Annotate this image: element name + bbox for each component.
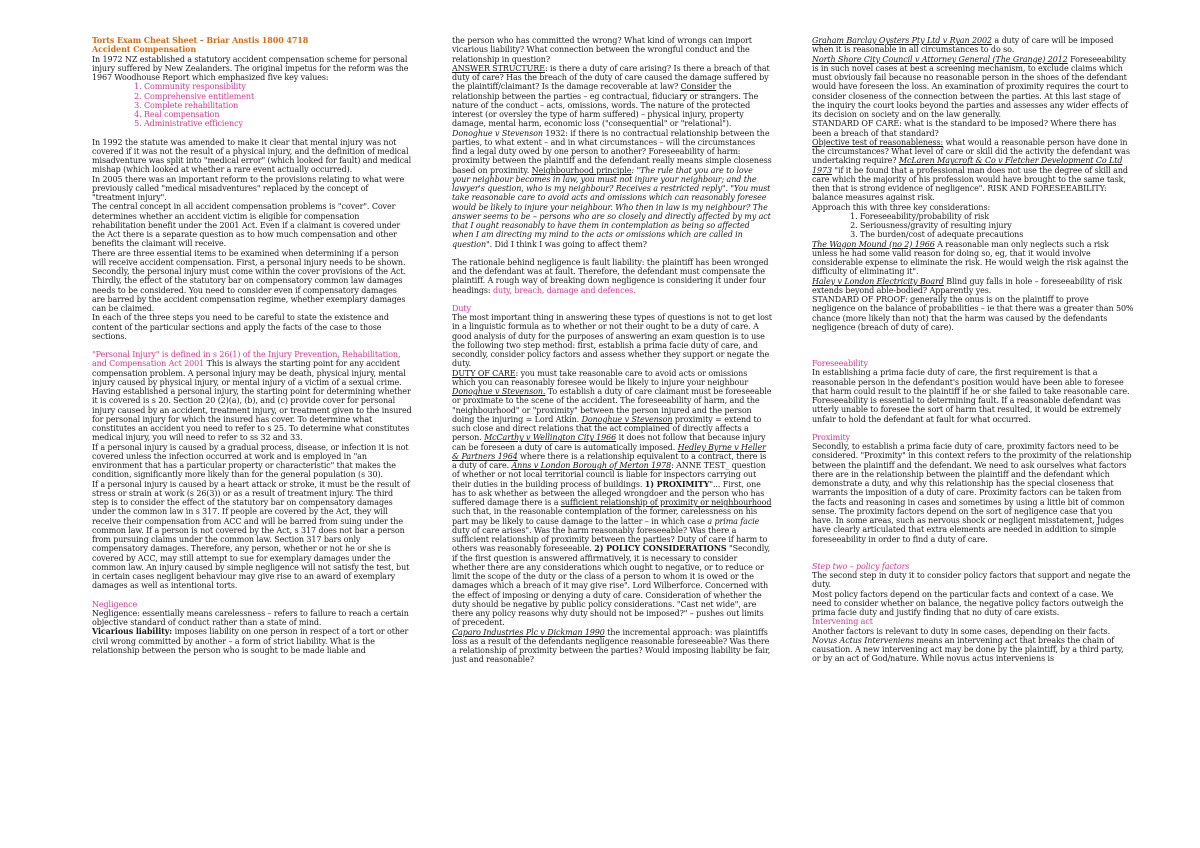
list-item: 3. The burden/cost of adequate precautions: [860, 230, 1134, 239]
text: "... First, one has to ask whether as between the alleged wrongdoer and the person who has suffered damage there is a: [452, 479, 765, 507]
text: This is always the starting point for any accident compensation problem. A personal injury may be death, physical injury, mental injury caused by physical injury, or mental injury of a victim of a sexual crime.: [92, 359, 406, 387]
text: : is there a duty of care arising? Is there a breach of that duty of care? Has the breach of the duty of care caused the damage suffered by the plaintiff/claimant? Is the damage recoverable at law?: [452, 63, 770, 92]
quote: : "The rule that you are to love your neighbour becomes in law, you must not injure your neighbour; and the lawyer's question, who is my neighbour? Receives a restricted reply". "You must take reasonable care to avoid acts and omissions which can reasonably foresee would be likely to injure your neighbour. Who then in law is my neighbour? The answer seems to be – persons who are so closely and directly affected by my act that I ought reasonably to have them in contemplation as being so affected when I am directing my mind to the acts or omissions which are called in question".: [452, 165, 771, 249]
paragraph: In establishing a prima facie duty of care, the first requirement is that a reasonable person in the defendant's position would have been able to foresee that harm could result to the plaintiff if he or she failed to take reasonable care. Foreseeability is essential to determining fault. If a reasonable defendant was utterly unable to foresee the sort of harm that resulted, it would be extremely unfair to hold the defendant at fault for what occurred.: [812, 368, 1130, 424]
paragraph-donoghue: [452, 129, 772, 249]
term: Novus Actus Interveniens: [812, 635, 915, 645]
text: the incremental approach: was plaintiffs loss as a result of the defendants negligence reasonable foreseeable? Was there a relationship of proximity between the parties? Would imposing liability be fair, just and reasonable?: [452, 627, 771, 665]
case-name: North Shore City Council v Attorney General (The Grange) 2012: [812, 54, 1068, 64]
paragraph: If a personal injury is caused by a heart attack or stroke, it must be the result of stress or strain at work (s 26(3)) or as a result of treatment injury. The third step is to consider the effect of the statutory bar on compensatory damages under the common law in s 317. If people are covered by the Act, they will receive their compensation from ACC and will be barred from suing under the common law. If a person is not covered by the Act, s 317 does not bar a person from pursuing claims under the common law. Section 317 bars only compensatory damages. Therefore, any person, whether or not he or she is covered by ACC, may still attempt to sue for exemplary damages under the common law. An injury caused by simple negligence will not satisfy the test, but in certain cases negligent behaviour may give rise to an award of exemplary damages as well as intentional torts.: [92, 479, 410, 591]
heading-step-two: Step two – policy factors: [812, 561, 910, 571]
list-item: 3. Complete rehabilitation: [144, 101, 412, 110]
paragraph: Most policy factors depend on the particular facts and context of a case. We need to consider whether on balance, the negative policy factors outweigh the prima facie duty and justify finding that no duty of care exists.: [812, 589, 1124, 617]
column-2: [452, 36, 772, 840]
case-name: Graham Barclay Oysters Pty Ltd v Ryan 2002: [812, 36, 992, 45]
text: The rationale behind negligence is fault liability: the plaintiff has been wronged and the defendant was at fault. Therefore, the defendant must compensate the plaintiff. A rough way of breaking down negligence is considering it under four headings:: [452, 257, 769, 295]
term: Consider: [680, 82, 717, 92]
paragraph: Secondly, to establish a prima facie duty of care, proximity factors need to be considered. "Proximity" in this context refers to the proximity of the relationship between the plaintiff and the defendant. We need to ask ourselves what factors there are in the relationship between the plaintiff and the defendant which demonstrate a duty, and why this relationship has the special closeness that warrants the imposition of a duty of care. Proximity factors can be taken from the facts and reasoning in cases and sometimes by using a little bit of common sense. The proximity factors depend on the sort of negligence case that you have. In some areas, such as nervous shock or negligent misstatement, Judges have clearly articulated that extra elements are needed in addition to simple foreseeability in order to find a duty of care.: [812, 442, 1132, 544]
list-item: 1. Foreseeability/probability of risk: [860, 212, 1134, 221]
paragraph: In each of the three steps you need to be careful to state the existence and content of the particular sections and apply the facts of the case to those sections.: [92, 313, 389, 341]
text: 1932: if there is no contractual relationship between the parties, to what extent – and in what circumstances – will the circumstances find a legal duty owed by one person to another? Foreseeability of harm: proximity between the plaintiff and the defendant really means simple closeness based on proximity.: [452, 128, 772, 175]
text: A reasonable man only neglects such a risk unless he had some valid reason for doing so, eg, that it would involve considerable expense to eliminate the risk. He would weigh the risk against the difficulty of eliminating it".: [812, 239, 1129, 277]
term: a prima facie: [707, 516, 760, 526]
text: To establish a duty of care claimant must be foreseeable or proximate to the scene of the accident. The foreseeability of harm, and the "neighbourhood" or "proximity" between the person injured and the person doing the injuring = Lord Atkin.: [452, 387, 772, 424]
text: Blind guy falls in hole – foreseeability of risk extends beyond able-bodied? Apparently yes.: [812, 276, 1123, 295]
heading-intervening-act: Intervening act: [812, 617, 873, 627]
paragraph: Approach this with three key considerations:: [812, 202, 991, 212]
list-item: 1. Community responsibility: [144, 82, 412, 91]
case-name: Donoghue v Stevenson.: [452, 387, 546, 396]
text: "Secondly, if the first question is answered affirmatively, it is necessary to consider whether there are any considerations which ought to negative, or to reduce or limit the scope of the duty or the class of a person to whom it is owed or the damages which a breach of it may give rise". Lord Wilberforce. Concerned with the effect of imposing or denying a duty of care. Consideration of whether the duty should be negative by public policy considerations. "Cast net wide", are there any policy reasons why duty should not be imposed?" – pushes out limits of precedent.: [452, 544, 771, 628]
text: means an intervening act that breaks the chain of causation. A new intervening act may be done by the plaintiff, by a third party, or by an act of God/nature. While novus actus interveniens is: [812, 635, 1124, 664]
case-name: The Wagon Mound (no 2) 1966: [812, 239, 935, 249]
column-1: [92, 36, 412, 840]
heading-accident-compensation: Accident Compensation: [92, 44, 197, 55]
heading-proximity: Proximity: [812, 432, 851, 442]
text: such that, in the reasonable contemplation of the former, carelessness on his part may be likely to cause damage to the latter – in which case: [452, 507, 758, 526]
paragraph: If a personal injury is caused by a gradual process, disease, or infection it is not covered unless the infection occurred at work and is employed in "an environment that has a particular property or characteristic" that makes the condition, significantly more likely than for the general population (s 30).: [92, 442, 409, 480]
paragraph-objective-test: [812, 138, 1134, 203]
term: Neighbourhood principle: [531, 165, 632, 175]
paragraph-vicarious: [92, 627, 412, 655]
text: : ANNE TEST_ question of whether or not local territorial council is liable for inspectors carrying out their duties in the building process of buildings.: [452, 461, 766, 489]
woodhouse-values-list: [92, 82, 412, 128]
text: what would a reasonable person have done in the circumstances? What level of care or skill did the activity the defendant was undertaking require?: [812, 137, 1130, 166]
paragraph-personal-injury: [92, 350, 412, 387]
case-name: Haley v London Electricity Board: [812, 276, 944, 286]
heading-duty: Duty: [452, 303, 471, 313]
paragraph: In 1992 the statute was amended to make it clear that mental injury was not covered if it was not the result of a physical injury, and the definition of medical misadventure was split into "medical error" (which looked for fault) and medical mishap (which looked at whether a rare event actually occurred).: [92, 137, 412, 175]
text: it does not follow that because injury can be foreseen a duty of care is automatically imposed.: [452, 433, 766, 452]
paragraph: the person who has committed the wrong? What kind of wrongs can import vicarious liability? What connection between the wrongful conduct and the relationship in question?: [452, 36, 752, 64]
text: Foreseeability is in such novel cases at best a screening mechanism, to exclude claims which must obviously fail because no reasonable person in the shoes of the defendant would have foreseen the loss. An examination of proximity requires the court to consider closeness of the connection between the parties. At this last stage of the inquiry the court looks beyond the parties and assesses any wider effects of its decision on society and on the law generally.: [812, 54, 1129, 119]
text: the relationship between the parties – eg contractual, fiduciary or strangers. The nature of the conduct – acts, omissions, words. The nature of the protected interest (or oversley the type of harm suffered) – physical injury, property damage, mental harm, economic loss ("consequential" or "relational").: [452, 82, 759, 129]
case-name: Hedley Byrne v Heller & Partners 1964: [452, 442, 766, 461]
column-3: [812, 36, 1134, 840]
text: Did I think I was going to affect them?: [492, 239, 647, 249]
term: 2) POLICY CONSIDERATIONS: [594, 543, 727, 554]
paragraph: Negligence: essentially means carelessness – refers to failure to reach a certain objective standard of conduct rather than a state of mind.: [92, 608, 409, 627]
list-item: 5. Administrative efficiency: [144, 119, 412, 128]
case-name: McCarthy v Wellington City 1966: [484, 433, 617, 443]
paragraph: The central concept in all accident compensation problems is "cover". Cover determines whether an accident victim is eligible for compensation rehabilitation benefit under the 2001 Act. Even if a claimant is covered under the Act there is a separate question as to how much compensation and other benefits the claimant will receive.: [92, 202, 401, 249]
four-headings: duty, breach, damage and defences.: [490, 285, 636, 295]
case-name: Donoghue v Stevenson: [581, 414, 673, 424]
paragraph-graham: [812, 36, 1134, 55]
term: Objective test of reasonableness:: [812, 137, 944, 147]
paragraph: There are three essential items to be examined when determining if a person will receive accident compensation. First, a personal injury needs to be shown. Secondly, the personal injury must come within the cover provisions of the Act. Thirdly, the effect of the statutory bar on compensatory common law damages needs to be considered. You need to consider even if compensatory damages are barred by the accident compensation regime, whether exemplary damages can be claimed.: [92, 248, 406, 313]
text: proximity = extend to such close and direct relations that the act complained of directly affects a person.: [452, 414, 762, 443]
text: duty of care arises". Was the harm reasonably foreseeable? Was there a sufficient relationship of proximity between the parties? Duty of care if harm to others was reasonably foreseeable.: [452, 525, 768, 554]
term: sufficient relationship of proximity or neighbourhood: [560, 498, 772, 507]
paragraph-novus-actus: [812, 636, 1134, 664]
considerations-list: [812, 212, 1134, 240]
text: where there is a relationship equivalent to a contract, there is a duty of care.: [452, 451, 767, 470]
paragraph: The second step in duty it to consider policy factors that support and negate the duty.: [812, 571, 1131, 590]
case-name: Anns v London Borough of Merton 1978: [511, 461, 672, 470]
heading-negligence: Negligence: [92, 599, 138, 609]
term: Vicarious liability:: [92, 626, 173, 637]
term: 1) PROXIMITY: [644, 478, 710, 489]
text: "if it be found that a professional man does not use the degree of skill and care which the majority of his profession would have brought to the same task, then that is strong evidence of negligence". RISK AND FORESEEABILITY: balance measures against risk.: [812, 165, 1128, 203]
paragraph-answer-structure: [452, 64, 772, 129]
text: a duty of care will be imposed when it is reasonable in all circumstances to do so.: [812, 36, 1114, 55]
paragraph: In 2005 there was an important reform to the provisions relating to what were previously called "medical misadventures" replaced by the concept of "treatment injury".: [92, 174, 405, 202]
case-name: Donoghue v Stevenson: [452, 128, 543, 138]
paragraph: In 1972 NZ established a statutory accident compensation scheme for personal injury suffered by New Zealanders. The original impetus for the reform was the 1967 Woodhouse Report which emphasized five key values:: [92, 54, 409, 82]
list-item: 2. Comprehensive entitlement: [144, 92, 412, 101]
case-name: Caparo Industries Plc v Dickman 1990: [452, 627, 605, 637]
paragraph: STANDARD OF PROOF: generally the onus is on the plaintiff to prove negligence on the balance of probabilities – ie that there was a greater than 50% chance (more likely than not) that the harm was caused by the defendants negligence (breach of duty of care).: [812, 295, 1134, 332]
text: imposes liability on one person in respect of a tort or other civil wrong committed by another – a form of strict liability. What is the relationship between the person who is sought to be made liable and: [92, 627, 409, 655]
paragraph-rationale: [452, 258, 772, 295]
case-name: McLaren Maycroft & Co v Fletcher Development Co Ltd 1973: [812, 156, 1123, 175]
paragraph: STANDARD OF CARE: what is the standard to be imposed? Where there has been a breach of that standard?: [812, 119, 1117, 138]
personal-injury-definition: "Personal Injury" is defined in s 26(1) of the Injury Prevention, Rehabilitation, and Compensation Act 2001: [92, 350, 401, 369]
paragraph: The most important thing in answering these types of questions is not to get lost in a linguistic formula as to whether or not their ought to be a duty of care. A good analysis of duty for the purposes of answering an exam question is to use the following two step method: first, establish a prima facie duty of care, and secondly, consider policy factors and assess whether they support or negate the duty.: [452, 313, 772, 369]
page-title: Torts Exam Cheat Sheet – Briar Anstis 1800 4718: [92, 36, 309, 45]
list-item: 2. Seriousness/gravity of resulting injury: [860, 221, 1134, 230]
paragraph-duty-of-care: [452, 369, 772, 628]
paragraph-north-shore: [812, 55, 1134, 120]
paragraph-wagon-mound: [812, 240, 1134, 277]
paragraph-haley: [812, 277, 1134, 296]
paragraph: Another factors is relevant to duty in some cases, depending on their facts.: [812, 626, 1111, 636]
paragraph: Having established a personal injury, the starting point for determining whether it is covered is s 20. Section 20 (2)(a), (b), and (c) provide cover for personal injury caused by an accident, treatment injury, or treatment given to the insured for personal injury for which the insured has cover. To determine what constitutes an accident you need to refer to s 25. To determine what constitutes medical injury, you will need to refer to ss 32 and 33.: [92, 387, 412, 443]
paragraph-caparo: [452, 628, 772, 665]
list-item: 4. Real compensation: [144, 110, 412, 119]
text: : you must take reasonable care to avoid acts or omissions which you can reasonably foresee would be likely to injure your neighbour: [452, 368, 749, 387]
heading-foreseeability: Foreseeability: [812, 359, 868, 368]
term: ANSWER STRUCTURE: [452, 63, 545, 73]
term: DUTY OF CARE: [452, 368, 516, 378]
